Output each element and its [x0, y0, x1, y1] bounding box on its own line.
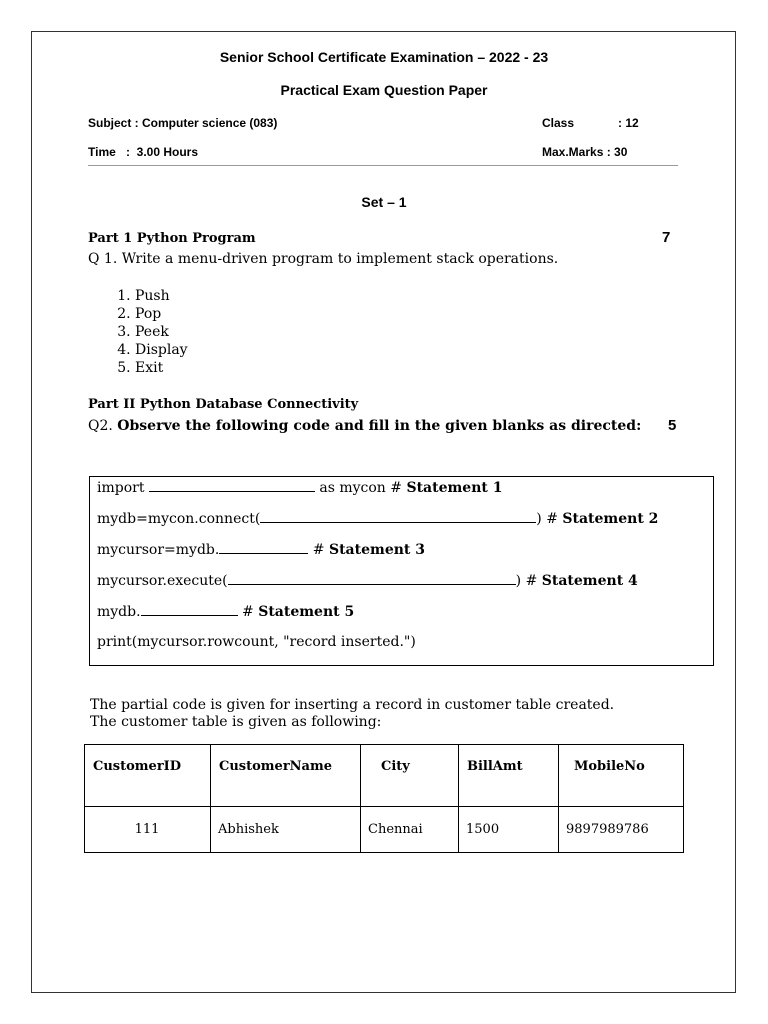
code-text: ) #	[515, 573, 538, 589]
class-value: : 12	[618, 116, 639, 130]
table-cell: Abhishek	[211, 807, 361, 853]
question-2-text: Observe the following code and fill in the given blanks as directed:	[117, 418, 642, 434]
max-marks: Max.Marks : 30	[542, 145, 628, 159]
code-line-1	[97, 479, 502, 496]
class-label: Class	[542, 116, 575, 130]
statement-label: Statement 2	[562, 511, 659, 527]
list-item: 2. Pop	[135, 305, 188, 323]
statement-label: Statement 5	[258, 604, 355, 620]
question-2	[88, 418, 641, 434]
header-divider	[88, 165, 678, 166]
column-header: CustomerID	[85, 745, 211, 807]
part2-marks: 5	[668, 417, 677, 434]
time-value: : 3.00 Hours	[126, 145, 199, 159]
list-item: 1. Push	[135, 287, 188, 305]
code-text: #	[312, 542, 325, 558]
table-cell: 111	[85, 807, 211, 853]
blank	[149, 479, 315, 492]
description-line-1: The partial code is given for inserting a record in customer table created.	[90, 697, 615, 713]
column-header: MobileNo	[559, 745, 684, 807]
question-2-prefix: Q2.	[88, 418, 113, 434]
code-text: import	[97, 480, 145, 496]
list-item: 5. Exit	[135, 359, 188, 377]
blank	[228, 572, 516, 585]
exam-title: Senior School Certificate Examination – 2022 - 23	[219, 49, 549, 65]
code-line-4	[97, 572, 638, 589]
statement-label: Statement 1	[406, 480, 503, 496]
code-text: #	[242, 604, 254, 620]
question-1: Q 1. Write a menu-driven program to implement stack operations.	[88, 251, 559, 267]
paper-title: Practical Exam Question Paper	[280, 82, 488, 98]
table-header-row	[85, 745, 684, 807]
part2-heading: Part II Python Database Connectivity	[88, 397, 359, 412]
code-text: ) #	[536, 511, 558, 527]
code-text: mydb=mycon.connect(	[97, 511, 261, 527]
part1-heading: Part 1 Python Program	[88, 231, 256, 246]
column-header: City	[361, 745, 459, 807]
blank	[260, 510, 536, 523]
list-item: 4. Display	[135, 341, 188, 359]
blank	[141, 603, 238, 616]
subject-label: Subject : Computer science (083)	[88, 116, 278, 130]
description-line-2: The customer table is given as following:	[90, 714, 382, 730]
statement-label: Statement 4	[541, 573, 638, 589]
table-cell: 9897989786	[559, 807, 684, 853]
blank	[219, 541, 308, 554]
code-text: mycursor=mydb.	[97, 542, 220, 558]
customer-table	[84, 744, 684, 853]
statement-label: Statement 3	[328, 542, 425, 558]
stack-operations-list	[88, 287, 188, 377]
code-line-6: print(mycursor.rowcount, "record inserted.")	[97, 634, 416, 650]
column-header: BillAmt	[459, 745, 559, 807]
table-cell: Chennai	[361, 807, 459, 853]
table-row	[85, 807, 684, 853]
list-item: 3. Peek	[135, 323, 188, 341]
code-text: as mycon #	[319, 480, 403, 496]
code-line-5	[97, 603, 354, 620]
code-line-3	[97, 541, 425, 558]
code-text: mydb.	[97, 604, 141, 620]
code-line-2	[97, 510, 658, 527]
part1-marks: 7	[662, 229, 671, 246]
set-label: Set – 1	[361, 194, 407, 210]
table-cell: 1500	[459, 807, 559, 853]
time-label: Time	[88, 145, 116, 159]
column-header: CustomerName	[211, 745, 361, 807]
code-box	[89, 476, 714, 666]
code-text: mycursor.execute(	[97, 573, 228, 589]
